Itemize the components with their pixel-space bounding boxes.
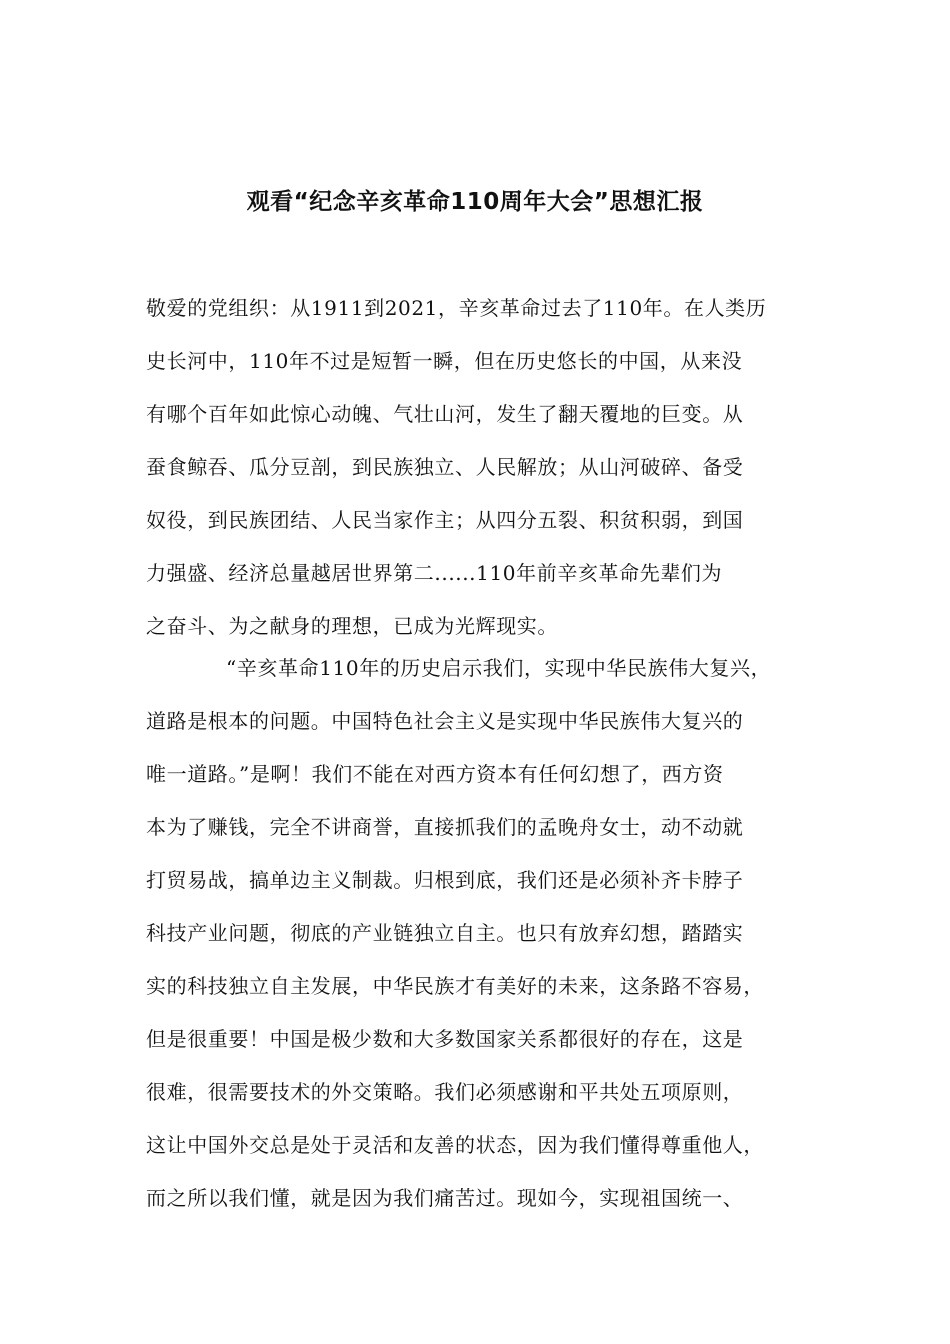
paragraph-line: 蚕食鲸吞、瓜分豆剖，到民族独立、人民解放；从山河破碎、备受 [146, 455, 744, 479]
paragraph-line: 很难，很需要技术的外交策略。我们必须感谢和平共处五项原则， [146, 1080, 744, 1104]
paragraph-line: 敬爱的党组织：从1911到2021，辛亥革命过去了110年。在人类历 [146, 296, 767, 320]
paragraph-line: 奴役，到民族团结、人民当家作主；从四分五裂、积贫积弱，到国 [146, 508, 744, 532]
paragraph-line: 之奋斗、为之献身的理想，已成为光辉现实。 [146, 614, 558, 638]
paragraph-2 [146, 642, 806, 1225]
paragraph-line: 史长河中，110年不过是短暂一瞬，但在历史悠长的中国，从来没 [146, 349, 743, 373]
paragraph-line: 本为了赚钱，完全不讲商誉，直接抓我们的孟晚舟女士，动不动就 [146, 815, 744, 839]
paragraph-line: “辛亥革命110年的历史启示我们，实现中华民族伟大复兴， [226, 656, 772, 680]
paragraph-1 [146, 282, 806, 653]
paragraph-line: 科技产业问题，彻底的产业链独立自主。也只有放弃幻想，踏踏实 [146, 921, 744, 945]
paragraph-line: 这让中国外交总是处于灵活和友善的状态，因为我们懂得尊重他人， [146, 1133, 764, 1157]
document-title: 观看“纪念辛亥革命110周年大会”思想汇报 [246, 189, 704, 215]
paragraph-line: 实的科技独立自主发展，中华民族才有美好的未来，这条路不容易， [146, 974, 764, 998]
paragraph-line: 唯一道路。”是啊！我们不能在对西方资本有任何幻想了，西方资 [146, 762, 724, 786]
paragraph-line: 力强盛、经济总量越居世界第二......110年前辛亥革命先辈们为 [146, 561, 723, 585]
paragraph-line: 打贸易战，搞单边主义制裁。归根到底，我们还是必须补齐卡脖子 [146, 868, 744, 892]
paragraph-line: 但是很重要！中国是极少数和大多数国家关系都很好的存在，这是 [146, 1027, 744, 1051]
paragraph-line: 道路是根本的问题。中国特色社会主义是实现中华民族伟大复兴的 [146, 709, 744, 733]
paragraph-line: 有哪个百年如此惊心动魄、气壮山河，发生了翻天覆地的巨变。从 [146, 402, 744, 426]
paragraph-line: 而之所以我们懂，就是因为我们痛苦过。现如今，实现祖国统一、 [146, 1186, 744, 1210]
